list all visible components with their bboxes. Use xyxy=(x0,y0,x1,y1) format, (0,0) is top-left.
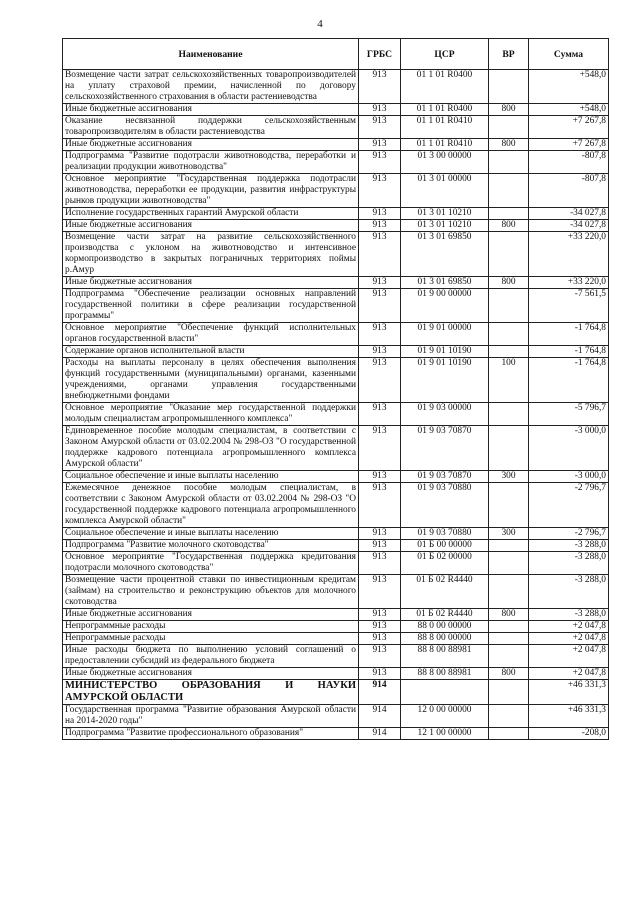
table-row xyxy=(63,483,609,528)
row-name: Государственная программа "Развитие образования Амурской области на 2014-2020 годы" xyxy=(63,705,359,728)
table-row xyxy=(63,645,609,668)
row-name: Возмещение части затрат сельскохозяйственных товаропроизводителей на уплату страховой премии, начисленной по договору сельскохозяйственного страхования в области растениеводства xyxy=(63,70,359,104)
row-vr xyxy=(489,621,529,633)
row-vr: 800 xyxy=(489,609,529,621)
row-grbs: 913 xyxy=(359,323,401,346)
row-csr: 01 9 03 00000 xyxy=(401,403,489,426)
row-csr: 01 1 01 R0400 xyxy=(401,104,489,116)
row-vr xyxy=(489,208,529,220)
row-csr: 01 9 03 70870 xyxy=(401,471,489,483)
row-csr: 12 0 00 00000 xyxy=(401,705,489,728)
row-csr: 01 3 01 10210 xyxy=(401,220,489,232)
row-grbs: 913 xyxy=(359,277,401,289)
row-csr: 12 1 00 00000 xyxy=(401,728,489,740)
table-row xyxy=(63,609,609,621)
row-csr: 01 9 03 70880 xyxy=(401,528,489,540)
row-grbs: 913 xyxy=(359,575,401,609)
table-row xyxy=(63,528,609,540)
page-number: 4 xyxy=(317,18,323,30)
table-row xyxy=(63,403,609,426)
row-grbs: 913 xyxy=(359,471,401,483)
row-name: Непрограммные расходы xyxy=(63,621,359,633)
table-row xyxy=(63,705,609,728)
table-row xyxy=(63,728,609,740)
row-sum: -807,8 xyxy=(529,174,609,208)
table-row xyxy=(63,208,609,220)
row-name: Исполнение государственных гарантий Амурской области xyxy=(63,208,359,220)
row-csr: 01 Б 02 00000 xyxy=(401,552,489,575)
row-sum: -208,0 xyxy=(529,728,609,740)
row-vr: 800 xyxy=(489,139,529,151)
row-vr: 800 xyxy=(489,668,529,680)
row-sum: +7 267,8 xyxy=(529,116,609,139)
row-sum: +548,0 xyxy=(529,70,609,104)
row-name: Иные бюджетные ассигнования xyxy=(63,668,359,680)
table-row xyxy=(63,426,609,471)
row-vr: 300 xyxy=(489,471,529,483)
row-csr: 01 1 01 R0410 xyxy=(401,139,489,151)
row-name: МИНИСТЕРСТВО ОБРАЗОВАНИЯ И НАУКИ АМУРСКОЙ ОБЛАСТИ xyxy=(63,680,359,705)
row-name: Основное мероприятие "Обеспечение функций исполнительных органов государственной власти" xyxy=(63,323,359,346)
row-csr: 01 9 01 10190 xyxy=(401,358,489,403)
row-grbs: 913 xyxy=(359,174,401,208)
table-row xyxy=(63,552,609,575)
table-row xyxy=(63,70,609,104)
table-row xyxy=(63,289,609,323)
row-vr: 100 xyxy=(489,358,529,403)
table-row xyxy=(63,116,609,139)
row-grbs: 913 xyxy=(359,116,401,139)
row-grbs: 913 xyxy=(359,346,401,358)
row-grbs: 913 xyxy=(359,645,401,668)
row-vr xyxy=(489,174,529,208)
row-vr xyxy=(489,483,529,528)
row-sum: -3 288,0 xyxy=(529,540,609,552)
row-csr: 01 Б 02 R4440 xyxy=(401,575,489,609)
row-grbs: 913 xyxy=(359,552,401,575)
row-name: Социальное обеспечение и иные выплаты населению xyxy=(63,528,359,540)
row-name: Социальное обеспечение и иные выплаты населению xyxy=(63,471,359,483)
row-sum: +7 267,8 xyxy=(529,139,609,151)
row-sum: -807,8 xyxy=(529,151,609,174)
row-grbs: 914 xyxy=(359,680,401,705)
row-vr xyxy=(489,289,529,323)
row-sum: +2 047,8 xyxy=(529,633,609,645)
row-sum: +2 047,8 xyxy=(529,621,609,633)
row-csr: 01 9 01 00000 xyxy=(401,323,489,346)
row-name: Ежемесячное денежное пособие молодым специалистам, в соответствии с Законом Амурской области от 03.02.2004 № 298-ОЗ "О государственной поддержке кадрового потенциала агропромышленного комплекса Амурской области" xyxy=(63,483,359,528)
row-name: Основное мероприятие "Государственная поддержка подотрасли животноводства, переработки ее продукции, развития инфраструктуры рынков продукции животноводства" xyxy=(63,174,359,208)
row-csr: 01 3 01 69850 xyxy=(401,232,489,277)
row-sum: -7 561,5 xyxy=(529,289,609,323)
row-csr: 01 Б 00 00000 xyxy=(401,540,489,552)
row-sum: -3 288,0 xyxy=(529,552,609,575)
row-grbs: 913 xyxy=(359,483,401,528)
row-grbs: 914 xyxy=(359,705,401,728)
row-vr xyxy=(489,645,529,668)
row-vr xyxy=(489,705,529,728)
table-row xyxy=(63,323,609,346)
header-grbs: ГРБС xyxy=(359,39,401,70)
row-name: Непрограммные расходы xyxy=(63,633,359,645)
budget-table xyxy=(62,38,609,740)
row-csr: 88 8 00 88981 xyxy=(401,668,489,680)
table-row xyxy=(63,668,609,680)
row-grbs: 913 xyxy=(359,208,401,220)
header-name: Наименование xyxy=(63,39,359,70)
row-csr: 01 3 01 10210 xyxy=(401,208,489,220)
row-vr: 800 xyxy=(489,277,529,289)
row-grbs: 913 xyxy=(359,668,401,680)
row-vr xyxy=(489,323,529,346)
row-grbs: 914 xyxy=(359,728,401,740)
row-vr xyxy=(489,540,529,552)
table-row xyxy=(63,174,609,208)
row-sum: -3 288,0 xyxy=(529,575,609,609)
row-name: Подпрограмма "Развитие молочного скотоводства" xyxy=(63,540,359,552)
row-vr xyxy=(489,552,529,575)
row-csr: 01 3 01 00000 xyxy=(401,174,489,208)
row-name: Иные расходы бюджета по выполнению условий соглашений о предоставлении субсидий из федерального бюджета xyxy=(63,645,359,668)
row-name: Подпрограмма "Развитие профессионального образования" xyxy=(63,728,359,740)
row-name: Расходы на выплаты персоналу в целях обеспечения выполнения функций государственными (муниципальными) органами, казенными учреждениями, органами управления государственными внебюджетными фондами xyxy=(63,358,359,403)
table-row xyxy=(63,139,609,151)
row-name: Иные бюджетные ассигнования xyxy=(63,220,359,232)
row-csr: 01 3 00 00000 xyxy=(401,151,489,174)
row-sum: -3 288,0 xyxy=(529,609,609,621)
row-name: Возмещение части процентной ставки по инвестиционным кредитам (займам) на строительство и реконструкцию объектов для молочного скотоводства xyxy=(63,575,359,609)
row-sum: -3 000,0 xyxy=(529,426,609,471)
row-vr xyxy=(489,232,529,277)
row-sum: +33 220,0 xyxy=(529,232,609,277)
row-name: Подпрограмма "Развитие подотрасли животноводства, переработки и реализации продукции животноводства" xyxy=(63,151,359,174)
row-csr: 01 9 01 10190 xyxy=(401,346,489,358)
header-sum: Сумма xyxy=(529,39,609,70)
row-csr: 01 1 01 R0400 xyxy=(401,70,489,104)
table-row xyxy=(63,621,609,633)
table-row xyxy=(63,220,609,232)
row-sum: -3 000,0 xyxy=(529,471,609,483)
table-row xyxy=(63,104,609,116)
row-vr xyxy=(489,728,529,740)
row-name: Иные бюджетные ассигнования xyxy=(63,104,359,116)
row-csr: 01 9 03 70880 xyxy=(401,483,489,528)
header-csr: ЦСР xyxy=(401,39,489,70)
row-csr: 88 8 00 88981 xyxy=(401,645,489,668)
row-sum: -34 027,8 xyxy=(529,220,609,232)
row-vr: 800 xyxy=(489,220,529,232)
row-sum: +2 047,8 xyxy=(529,668,609,680)
row-vr xyxy=(489,151,529,174)
row-grbs: 913 xyxy=(359,540,401,552)
table-row xyxy=(63,540,609,552)
row-sum: -34 027,8 xyxy=(529,208,609,220)
row-csr: 01 1 01 R0410 xyxy=(401,116,489,139)
row-grbs: 913 xyxy=(359,403,401,426)
row-csr: 88 8 00 00000 xyxy=(401,633,489,645)
row-csr: 88 0 00 00000 xyxy=(401,621,489,633)
row-grbs: 913 xyxy=(359,358,401,403)
row-grbs: 913 xyxy=(359,528,401,540)
row-sum: +46 331,3 xyxy=(529,680,609,705)
row-sum: +548,0 xyxy=(529,104,609,116)
row-name: Возмещение части затрат на развитие сельскохозяйственного производства с уклоном на животноводство и интенсивное кормопроизводство в закрытых пограничных территориях поймы р.Амур xyxy=(63,232,359,277)
row-vr xyxy=(489,575,529,609)
row-sum: +2 047,8 xyxy=(529,645,609,668)
row-vr: 300 xyxy=(489,528,529,540)
row-sum: -2 796,7 xyxy=(529,483,609,528)
row-vr xyxy=(489,116,529,139)
row-grbs: 913 xyxy=(359,70,401,104)
row-grbs: 913 xyxy=(359,151,401,174)
table-body xyxy=(63,70,609,740)
row-grbs: 913 xyxy=(359,289,401,323)
row-sum: -1 764,8 xyxy=(529,323,609,346)
row-sum: +33 220,0 xyxy=(529,277,609,289)
table-row xyxy=(63,471,609,483)
row-csr: 01 9 03 70870 xyxy=(401,426,489,471)
table-row xyxy=(63,575,609,609)
row-csr: 01 Б 02 R4440 xyxy=(401,609,489,621)
row-csr xyxy=(401,680,489,705)
row-sum: -1 764,8 xyxy=(529,358,609,403)
header-vr: ВР xyxy=(489,39,529,70)
row-name: Основное мероприятие "Государственная поддержка кредитования подотрасли молочного скотоводства" xyxy=(63,552,359,575)
row-name: Оказание несвязанной поддержки сельскохозяйственным товаропроизводителям в области растениеводства xyxy=(63,116,359,139)
row-vr xyxy=(489,346,529,358)
table-row xyxy=(63,346,609,358)
row-name: Содержание органов исполнительной власти xyxy=(63,346,359,358)
table-row xyxy=(63,358,609,403)
row-sum: -2 796,7 xyxy=(529,528,609,540)
row-vr xyxy=(489,680,529,705)
row-grbs: 913 xyxy=(359,426,401,471)
row-vr: 800 xyxy=(489,104,529,116)
table-row xyxy=(63,633,609,645)
row-grbs: 913 xyxy=(359,609,401,621)
row-name: Иные бюджетные ассигнования xyxy=(63,609,359,621)
row-vr xyxy=(489,70,529,104)
table-row xyxy=(63,680,609,705)
row-vr xyxy=(489,403,529,426)
table-row xyxy=(63,151,609,174)
row-name: Подпрограмма "Обеспечение реализации основных направлений государственной политики в сфере реализации государственной программы" xyxy=(63,289,359,323)
table-row xyxy=(63,232,609,277)
row-grbs: 913 xyxy=(359,232,401,277)
row-grbs: 913 xyxy=(359,139,401,151)
row-sum: -5 796,7 xyxy=(529,403,609,426)
row-vr xyxy=(489,633,529,645)
row-name: Единовременное пособие молодым специалистам, в соответствии с Законом Амурской области от 03.02.2004 № 298-ОЗ "О государственной поддержке кадрового потенциала агропромышленного комплекса Амурской области" xyxy=(63,426,359,471)
row-csr: 01 9 00 00000 xyxy=(401,289,489,323)
row-sum: +46 331,3 xyxy=(529,705,609,728)
row-grbs: 913 xyxy=(359,104,401,116)
row-name: Иные бюджетные ассигнования xyxy=(63,277,359,289)
row-csr: 01 3 01 69850 xyxy=(401,277,489,289)
table-row xyxy=(63,277,609,289)
row-name: Основное мероприятие "Оказание мер государственной поддержки молодым специалистам агропромышленного комплекса" xyxy=(63,403,359,426)
row-name: Иные бюджетные ассигнования xyxy=(63,139,359,151)
row-grbs: 913 xyxy=(359,621,401,633)
row-grbs: 913 xyxy=(359,633,401,645)
header-row xyxy=(63,39,609,70)
row-grbs: 913 xyxy=(359,220,401,232)
row-sum: -1 764,8 xyxy=(529,346,609,358)
row-vr xyxy=(489,426,529,471)
